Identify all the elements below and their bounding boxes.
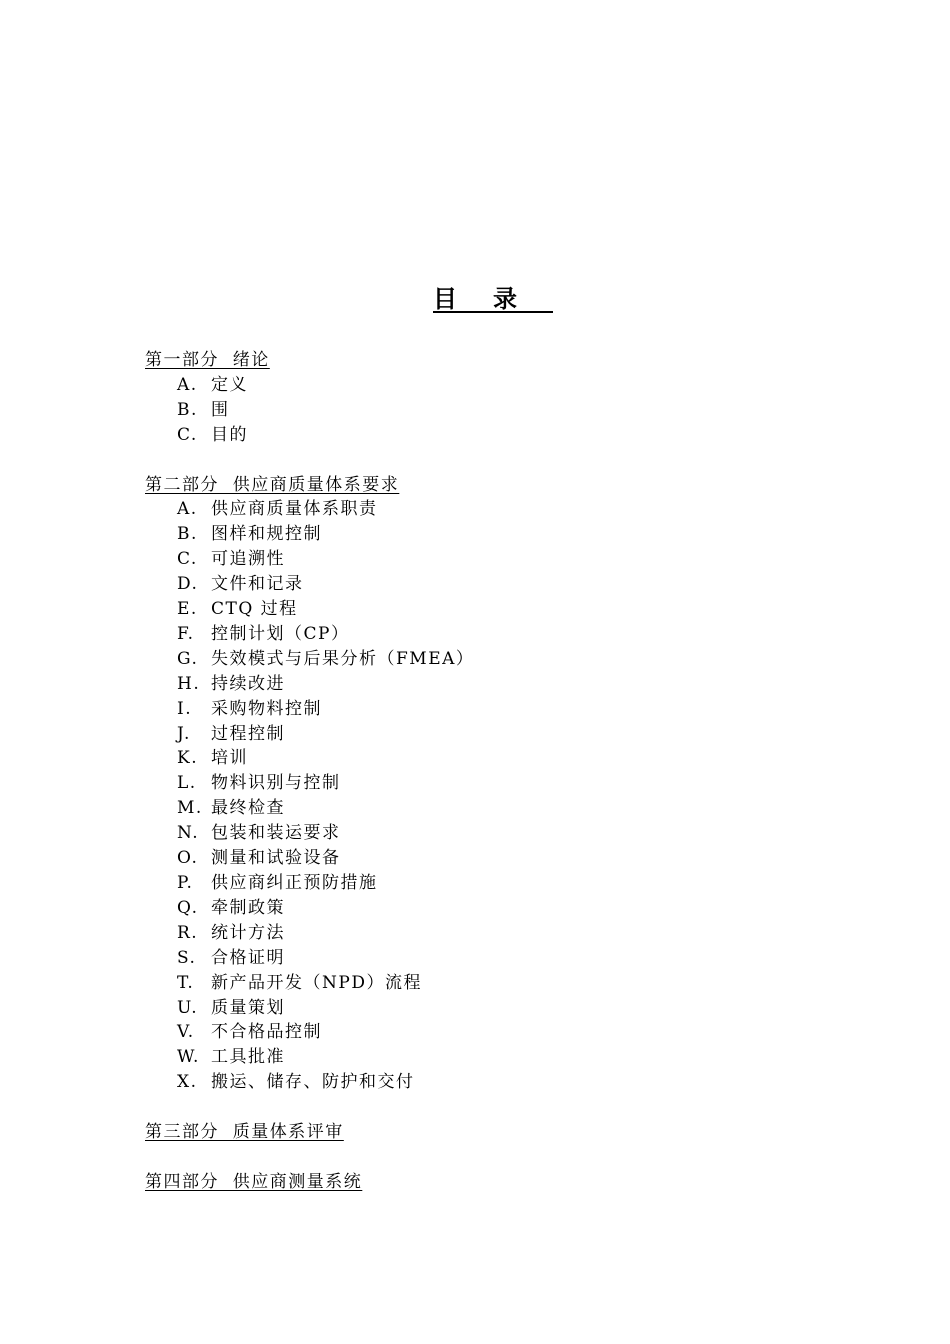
toc-item-letter: A. bbox=[177, 374, 198, 395]
toc-item-label: 采购物料控制 bbox=[211, 698, 322, 719]
toc-item[interactable] bbox=[145, 1020, 845, 1045]
toc-item-letter: N. bbox=[177, 823, 200, 844]
toc-part-heading[interactable]: 第三部分 质量体系评审 bbox=[145, 1122, 344, 1143]
title-text: 目录 bbox=[433, 284, 553, 313]
toc-part-2[interactable] bbox=[145, 473, 845, 498]
toc-item-letter: T. bbox=[177, 972, 195, 993]
toc-item-label: 图样和规控制 bbox=[211, 524, 322, 545]
toc-item-letter: P. bbox=[177, 873, 194, 894]
toc-item-label: 搬运、储存、防护和交付 bbox=[211, 1072, 415, 1093]
toc-item-letter: O. bbox=[177, 848, 199, 869]
toc-item-label: 控制计划（CP） bbox=[211, 623, 350, 644]
toc-item-label: 定义 bbox=[211, 374, 248, 395]
toc-item-label: 包装和装运要求 bbox=[211, 823, 341, 844]
toc-item-letter: M. bbox=[177, 798, 203, 819]
toc-item[interactable] bbox=[145, 1070, 845, 1095]
toc-item[interactable] bbox=[145, 996, 845, 1021]
toc-item[interactable] bbox=[145, 697, 845, 722]
toc-item-label: 文件和记录 bbox=[211, 574, 304, 595]
document-title bbox=[0, 282, 950, 316]
toc-item-letter: X. bbox=[177, 1072, 198, 1093]
toc-item-label: 可追溯性 bbox=[211, 549, 285, 570]
toc-item[interactable] bbox=[145, 522, 845, 547]
toc-item-letter: R. bbox=[177, 922, 199, 943]
toc-item-letter: D. bbox=[177, 574, 199, 595]
toc-item[interactable] bbox=[145, 896, 845, 921]
toc-part-4[interactable] bbox=[145, 1170, 845, 1195]
toc-item[interactable] bbox=[145, 672, 845, 697]
toc-part-3[interactable] bbox=[145, 1120, 845, 1145]
toc-item[interactable] bbox=[145, 796, 845, 821]
toc-item-letter: B. bbox=[177, 399, 198, 420]
toc-item-label: 统计方法 bbox=[211, 922, 285, 943]
toc-item-label: 测量和试验设备 bbox=[211, 848, 341, 869]
toc-item-label: 目的 bbox=[211, 424, 248, 445]
toc-item[interactable] bbox=[145, 398, 845, 423]
toc-item-label: 最终检查 bbox=[211, 798, 285, 819]
toc-part-heading[interactable]: 第四部分 供应商测量系统 bbox=[145, 1171, 363, 1192]
toc-item-letter: G. bbox=[177, 648, 199, 669]
toc-item-label: 持续改进 bbox=[211, 673, 285, 694]
toc-item-letter: V. bbox=[177, 1022, 195, 1043]
toc-item-label: 供应商纠正预防措施 bbox=[211, 873, 378, 894]
toc-item-label: 过程控制 bbox=[211, 723, 285, 744]
toc-item[interactable] bbox=[145, 821, 845, 846]
toc-item[interactable] bbox=[145, 971, 845, 996]
toc-item[interactable] bbox=[145, 622, 845, 647]
toc-item-label: 合格证明 bbox=[211, 947, 285, 968]
toc-item-label: 失效模式与后果分析（FMEA） bbox=[211, 648, 475, 669]
toc-item-label: 牵制政策 bbox=[211, 897, 285, 918]
toc-item-letter: K. bbox=[177, 748, 199, 769]
toc-item[interactable] bbox=[145, 423, 845, 448]
toc-item[interactable] bbox=[145, 946, 845, 971]
toc-item-label: 工具批准 bbox=[211, 1047, 285, 1068]
toc-item[interactable] bbox=[145, 597, 845, 622]
toc-item-label: 围 bbox=[211, 399, 230, 420]
toc-part-heading[interactable]: 第一部分 绪论 bbox=[145, 350, 270, 370]
toc-item[interactable] bbox=[145, 921, 845, 946]
toc-item-label: 物料识别与控制 bbox=[211, 773, 341, 794]
toc-item-letter: S. bbox=[177, 947, 197, 968]
table-of-contents bbox=[145, 348, 845, 1195]
toc-item-letter: E. bbox=[177, 599, 198, 620]
toc-item[interactable] bbox=[145, 497, 845, 522]
toc-part-heading[interactable]: 第二部分 供应商质量体系要求 bbox=[145, 474, 400, 495]
toc-item[interactable] bbox=[145, 373, 845, 398]
toc-item[interactable] bbox=[145, 771, 845, 796]
toc-item-letter: I. bbox=[177, 698, 193, 719]
toc-item-letter: H. bbox=[177, 673, 201, 694]
toc-item-label: 新产品开发（NPD）流程 bbox=[211, 972, 422, 993]
toc-item[interactable] bbox=[145, 722, 845, 747]
toc-item-letter: J. bbox=[177, 723, 191, 744]
toc-item-label: 供应商质量体系职责 bbox=[211, 499, 378, 520]
toc-item-letter: Q. bbox=[177, 897, 199, 918]
toc-item-letter: A. bbox=[177, 499, 198, 520]
toc-item-letter: C. bbox=[177, 424, 198, 445]
section-spacer bbox=[145, 448, 845, 473]
toc-part-1[interactable] bbox=[145, 348, 845, 373]
toc-item[interactable] bbox=[145, 647, 845, 672]
section-spacer bbox=[145, 1095, 845, 1120]
toc-item-label: 培训 bbox=[211, 748, 248, 769]
toc-item[interactable] bbox=[145, 572, 845, 597]
toc-item[interactable] bbox=[145, 871, 845, 896]
toc-item[interactable] bbox=[145, 1045, 845, 1070]
toc-item-label: CTQ 过程 bbox=[211, 599, 298, 620]
toc-item[interactable] bbox=[145, 547, 845, 572]
section-spacer bbox=[145, 1145, 845, 1170]
toc-item-label: 不合格品控制 bbox=[211, 1022, 322, 1043]
toc-item-letter: L. bbox=[177, 773, 197, 794]
toc-item-letter: U. bbox=[177, 997, 199, 1018]
toc-item-letter: B. bbox=[177, 524, 198, 545]
toc-item-letter: F. bbox=[177, 623, 195, 644]
toc-item-letter: C. bbox=[177, 549, 198, 570]
toc-item-label: 质量策划 bbox=[211, 997, 285, 1018]
toc-item[interactable] bbox=[145, 846, 845, 871]
toc-item-letter: W. bbox=[177, 1047, 200, 1068]
toc-item[interactable] bbox=[145, 746, 845, 771]
